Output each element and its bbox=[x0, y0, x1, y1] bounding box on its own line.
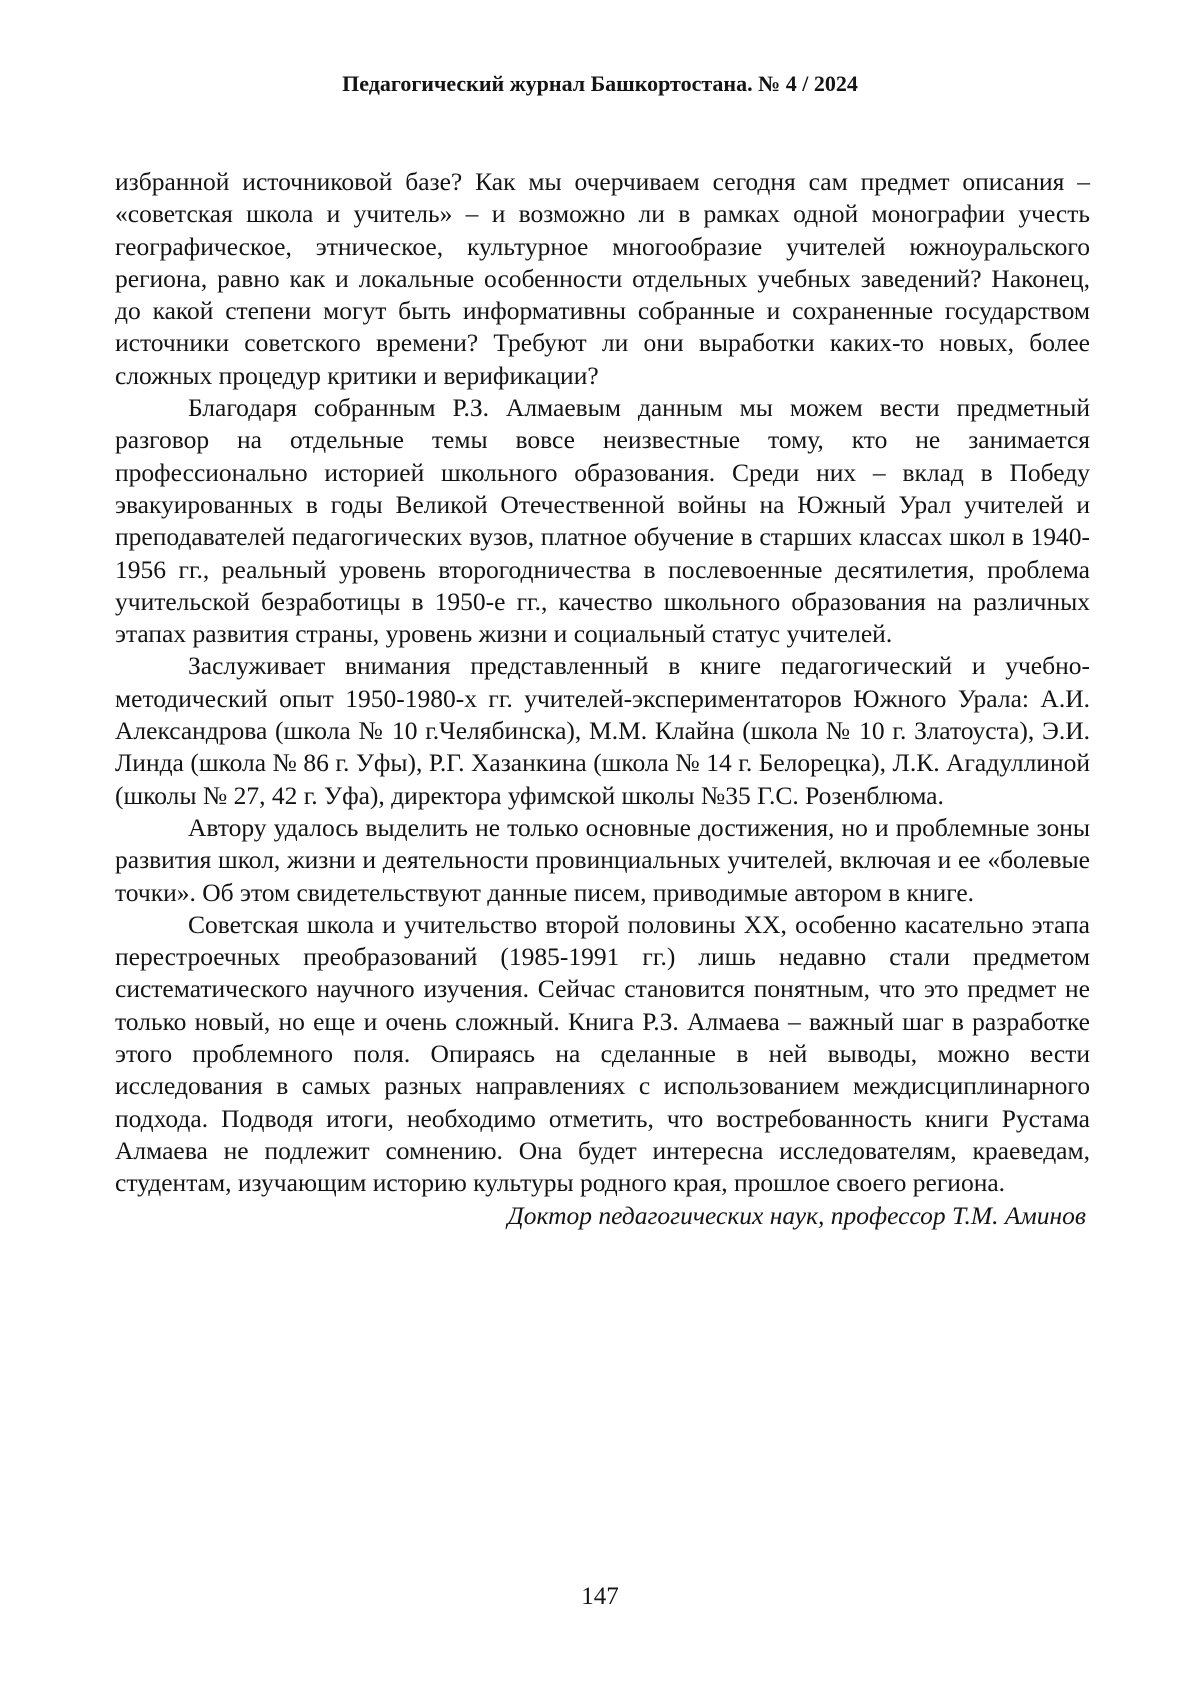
paragraph: Заслуживает внимания представленный в книге педагогический и учебно-методический опыт 1950-1980-х гг. учителей-экспериментаторов Южного Урала: А.И. Александрова (школа № 10 г.Челябинска), М.М. Клайна (школа № 10 г. Златоуста), Э.И. Линда (школа № 86 г. Уфы), Р.Г. Хазанкина (школа № 14 г. Белорецка), Л.К. Агадуллиной (школы № 27, 42 г. Уфа), директора уфимской школы №35 Г.С. Розенблюма. bbox=[115, 650, 1090, 811]
page-number: 147 bbox=[0, 1582, 1200, 1612]
paragraph: Автору удалось выделить не только основные достижения, но и проблемные зоны развития школ, жизни и деятельности провинциальных учителей, включая и ее «болевые точки». Об этом свидетельствуют данные писем, приводимые автором в книге. bbox=[115, 812, 1090, 909]
author-signature: Доктор педагогических наук, профессор Т.М. Аминов bbox=[115, 1200, 1090, 1232]
article-body bbox=[115, 166, 1090, 1232]
paragraph: Благодаря собранным Р.З. Алмаевым данным мы можем вести предметный разговор на отдельные темы вовсе неизвестные тому, кто не занимается профессионально историей школьного образования. Среди них – вклад в Победу эвакуированных в годы Великой Отечественной войны на Южный Урал учителей и преподавателей педагогических вузов, платное обучение в старших классах школ в 1940-1956 гг., реальный уровень второгодничества в послевоенные десятилетия, проблема учительской безработицы в 1950-е гг., качество школьного образования на различных этапах развития страны, уровень жизни и социальный статус учителей. bbox=[115, 392, 1090, 650]
journal-page bbox=[0, 0, 1200, 1697]
paragraph-continued: избранной источниковой базе? Как мы очерчиваем сегодня сам предмет описания – «советская школа и учитель» – и возможно ли в рамках одной монографии учесть географическое, этническое, культурное многообразие учителей южноуральского региона, равно как и локальные особенности отдельных учебных заведений? Наконец, до какой степени могут быть информативны собранные и сохраненные государством источники советского времени? Требуют ли они выработки каких-то новых, более сложных процедур критики и верификации? bbox=[115, 166, 1090, 392]
running-header: Педагогический журнал Башкортостана. № 4 / 2024 bbox=[0, 70, 1200, 98]
paragraph: Советская школа и учительство второй половины XX, особенно касательно этапа перестроечных преобразований (1985-1991 гг.) лишь недавно стали предметом систематического научного изучения. Сейчас становится понятным, что это предмет не только новый, но еще и очень сложный. Книга Р.З. Алмаева – важный шаг в разработке этого проблемного поля. Опираясь на сделанные в ней выводы, можно вести исследования в самых разных направлениях с использованием междисциплинарного подхода. Подводя итоги, необходимо отметить, что востребованность книги Рустама Алмаева не подлежит сомнению. Она будет интересна исследователям, краеведам, студентам, изучающим историю культуры родного края, прошлое своего региона. bbox=[115, 909, 1090, 1200]
